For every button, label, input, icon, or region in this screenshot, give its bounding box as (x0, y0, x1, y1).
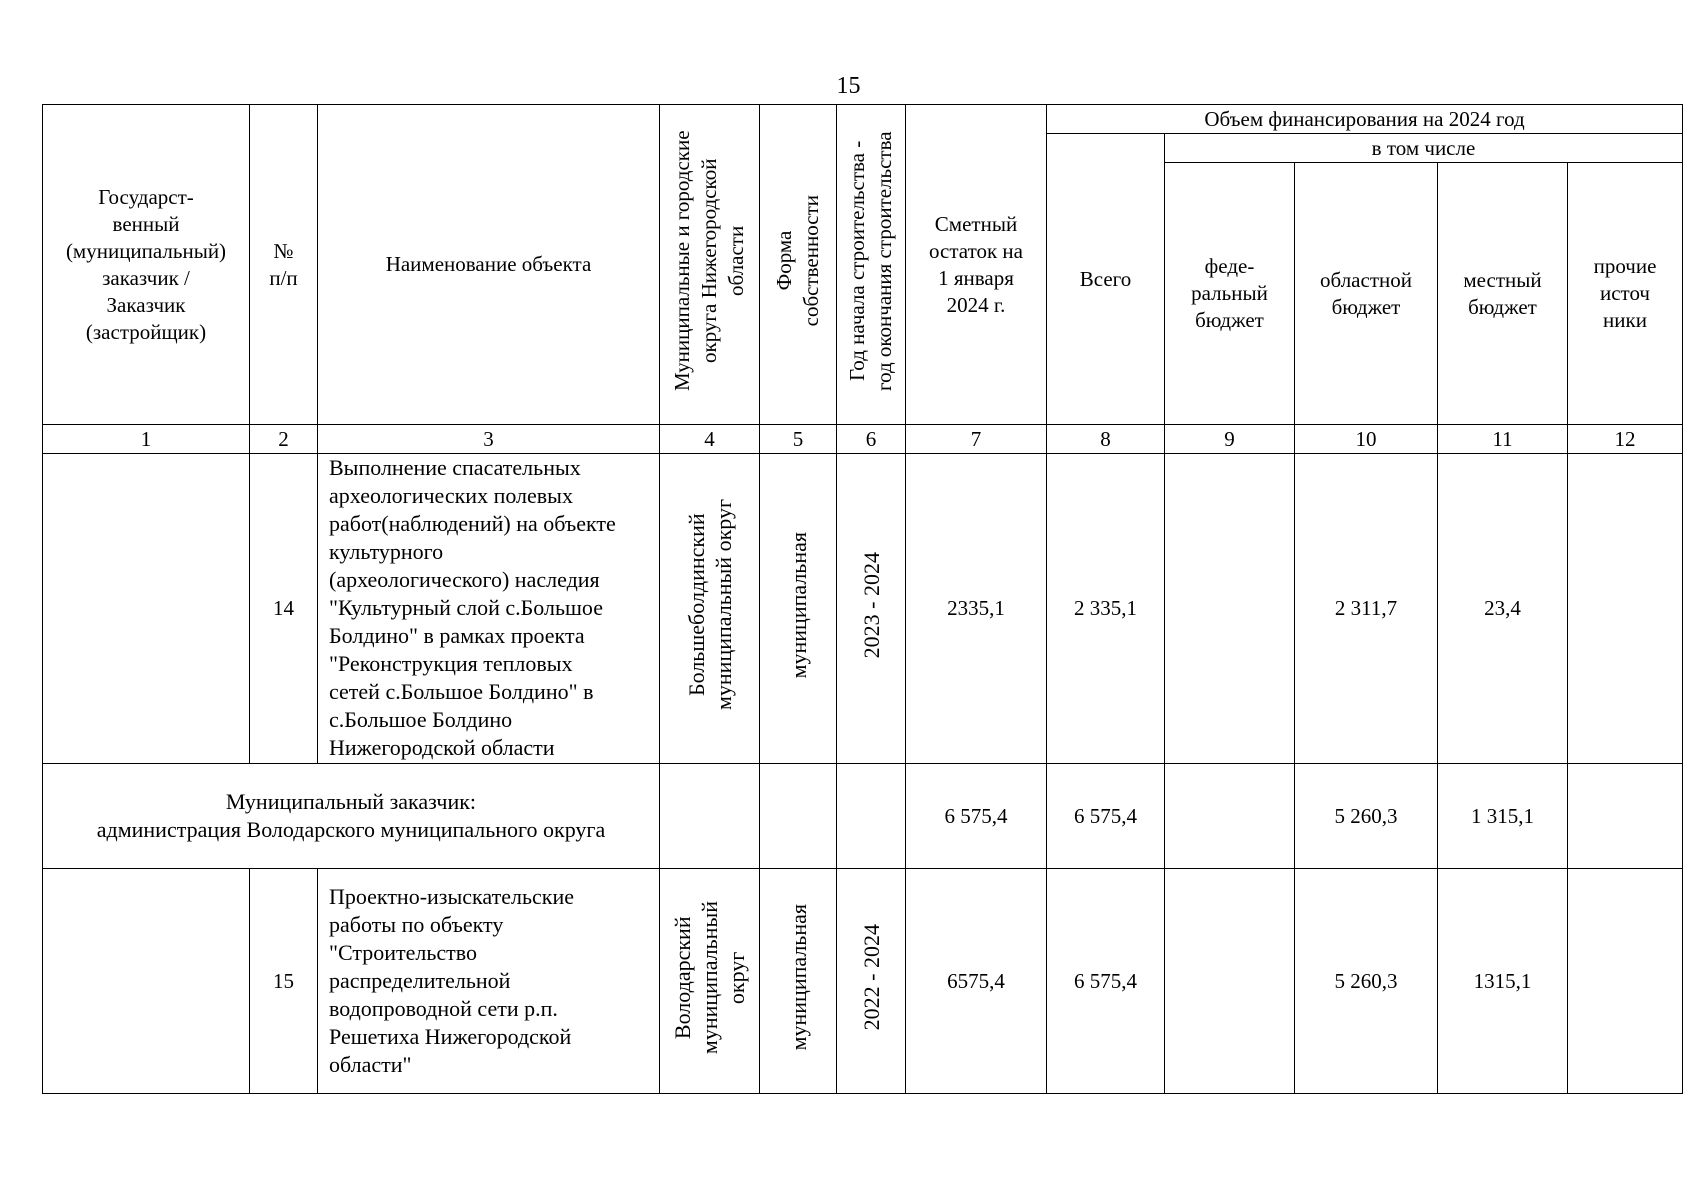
header-estimate: Сметный остаток на 1 января 2024 г. (906, 105, 1047, 425)
customer-row (43, 764, 1683, 869)
row-ownership: муниципальная (760, 454, 837, 764)
row-estimate: 6575,4 (906, 869, 1047, 1094)
row-years: 2023 - 2024 (837, 454, 906, 764)
header-municipality: Муниципальные и городские округа Нижегородской области (660, 105, 760, 425)
row-estimate: 2335,1 (906, 454, 1047, 764)
header-other: прочие источ ники (1568, 163, 1683, 425)
customer-row-other (1568, 764, 1683, 869)
header-object-name: Наименование объекта (318, 105, 660, 425)
customer-row-municipality (660, 764, 760, 869)
row-customer-cell (43, 454, 250, 764)
row-federal (1165, 869, 1295, 1094)
row-total: 6 575,4 (1047, 869, 1165, 1094)
header-total: Всего (1047, 134, 1165, 425)
header-number: № п/п (250, 105, 318, 425)
row-object-name: Выполнение спасательных археологических полевых работ(наблюдений) на объекте культурного (археологического) наследия "Культурный слой с.Большое Болдино" в рамках проекта "Реконструкция тепловых сетей с.Большое Болдино" в с.Большое Болдино Нижегородской области (318, 454, 660, 764)
row-municipality: Большеболдинский муниципальный округ (660, 454, 760, 764)
row-local: 23,4 (1438, 454, 1568, 764)
column-number-7: 7 (906, 425, 1047, 454)
row-federal (1165, 454, 1295, 764)
header-local: местный бюджет (1438, 163, 1568, 425)
row-total: 2 335,1 (1047, 454, 1165, 764)
table-row (43, 869, 1683, 1094)
row-municipality: Володарский муниципальный округ (660, 869, 760, 1094)
header-regional: областной бюджет (1295, 163, 1438, 425)
header-years: Год начала строительства - год окончания строительства (837, 105, 906, 425)
header-customer: Государст- венный (муниципальный) заказчик / Заказчик (застройщик) (43, 105, 250, 425)
header-row-1 (43, 105, 1683, 134)
row-ownership: муниципальная (760, 869, 837, 1094)
column-number-3: 3 (318, 425, 660, 454)
row-number: 14 (250, 454, 318, 764)
column-number-6: 6 (837, 425, 906, 454)
column-number-9: 9 (1165, 425, 1295, 454)
row-other (1568, 869, 1683, 1094)
column-number-4: 4 (660, 425, 760, 454)
column-number-12: 12 (1568, 425, 1683, 454)
header-federal: феде- ральный бюджет (1165, 163, 1295, 425)
column-number-2: 2 (250, 425, 318, 454)
column-number-11: 11 (1438, 425, 1568, 454)
row-object-name: Проектно-изыскательские работы по объекту "Строительство распределительной водопроводной сети р.п. Решетиха Нижегородской области" (318, 869, 660, 1094)
header-ownership: Форма собственности (760, 105, 837, 425)
customer-row-total: 6 575,4 (1047, 764, 1165, 869)
row-number: 15 (250, 869, 318, 1094)
customer-row-years (837, 764, 906, 869)
customer-row-ownership (760, 764, 837, 869)
page-number: 15 (836, 73, 861, 99)
column-number-row (43, 425, 1683, 454)
row-regional: 5 260,3 (1295, 869, 1438, 1094)
customer-row-local: 1 315,1 (1438, 764, 1568, 869)
row-regional: 2 311,7 (1295, 454, 1438, 764)
row-other (1568, 454, 1683, 764)
customer-row-federal (1165, 764, 1295, 869)
column-number-5: 5 (760, 425, 837, 454)
financing-table (42, 104, 1683, 1094)
column-number-8: 8 (1047, 425, 1165, 454)
column-number-10: 10 (1295, 425, 1438, 454)
row-years: 2022 - 2024 (837, 869, 906, 1094)
row-customer-cell (43, 869, 250, 1094)
customer-row-label: Муниципальный заказчик: администрация Володарского муниципального округа (43, 764, 660, 869)
customer-row-estimate: 6 575,4 (906, 764, 1047, 869)
header-including: в том числе (1165, 134, 1683, 163)
table-row (43, 454, 1683, 764)
header-funding-title: Объем финансирования на 2024 год (1047, 105, 1683, 134)
customer-row-regional: 5 260,3 (1295, 764, 1438, 869)
row-local: 1315,1 (1438, 869, 1568, 1094)
column-number-1: 1 (43, 425, 250, 454)
